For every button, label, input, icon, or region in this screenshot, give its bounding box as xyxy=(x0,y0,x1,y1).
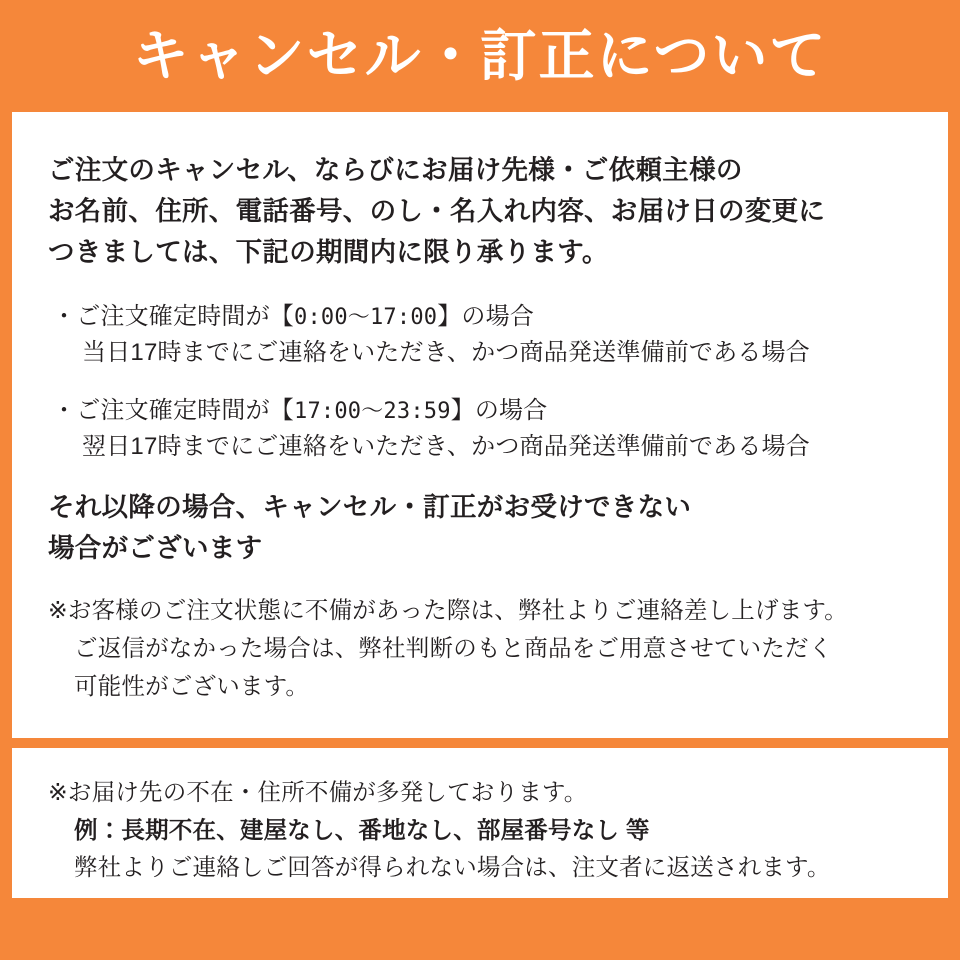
condition-detail: 翌日17時までにご連絡をいただき、かつ商品発送準備前である場合 xyxy=(82,433,810,461)
delivery-absence-note xyxy=(48,774,912,887)
main-policy-card xyxy=(12,112,948,738)
delivery-absence-line-3: 弊社よりご連絡しご回答が得られない場合は、注文者に返送されます。 xyxy=(74,854,831,881)
condition-heading-post: 】の場合 xyxy=(437,303,535,331)
page-header-banner xyxy=(0,0,960,112)
warning-line-2: 場合がございます xyxy=(48,533,263,564)
condition-heading-pre: ・ご注文確定時間が【 xyxy=(52,397,294,425)
delivery-absence-examples: 例：長期不在、建屋なし、番地なし、部屋番号なし 等 xyxy=(74,816,650,843)
lead-line-3: つきましては、下記の期間内に限り承ります。 xyxy=(48,237,609,268)
condition-heading xyxy=(52,299,912,335)
condition-heading-pre: ・ご注文確定時間が【 xyxy=(52,303,294,331)
condition-time-range: 0:00〜17:00 xyxy=(294,305,438,331)
condition-detail: 当日17時までにご連絡をいただき、かつ商品発送準備前である場合 xyxy=(82,339,810,367)
supplementary-note-line-2: ご返信がなかった場合は、弊社判断のもと商品をご用意させていただく xyxy=(74,635,833,662)
supplementary-note-line-1: ※お客様のご注文状態に不備があった際は、弊社よりご連絡差し上げます。 xyxy=(48,597,848,624)
condition-heading xyxy=(52,393,912,429)
delivery-absence-line-1: ※お届け先の不在・住所不備が多発しております。 xyxy=(48,779,588,805)
page-title: キャンセル・訂正について xyxy=(132,24,828,87)
condition-time-range: 17:00〜23:59 xyxy=(294,399,451,425)
condition-heading-post: 】の場合 xyxy=(450,397,548,425)
lead-paragraph xyxy=(48,150,912,273)
warning-line-1: それ以降の場合、キャンセル・訂正がお受けできない xyxy=(48,492,692,523)
supplementary-note xyxy=(48,591,912,705)
lead-line-2: お名前、住所、電話番号、のし・名入れ内容、お届け日の変更に xyxy=(48,196,826,227)
warning-paragraph xyxy=(48,487,912,569)
condition-item xyxy=(52,393,912,465)
supplementary-note-line-3: 可能性がございます。 xyxy=(74,673,310,700)
lead-line-1: ご注文のキャンセル、ならびにお届け先様・ご依頼主様の xyxy=(48,155,743,185)
condition-item xyxy=(52,299,912,371)
delivery-absence-card xyxy=(12,748,948,898)
